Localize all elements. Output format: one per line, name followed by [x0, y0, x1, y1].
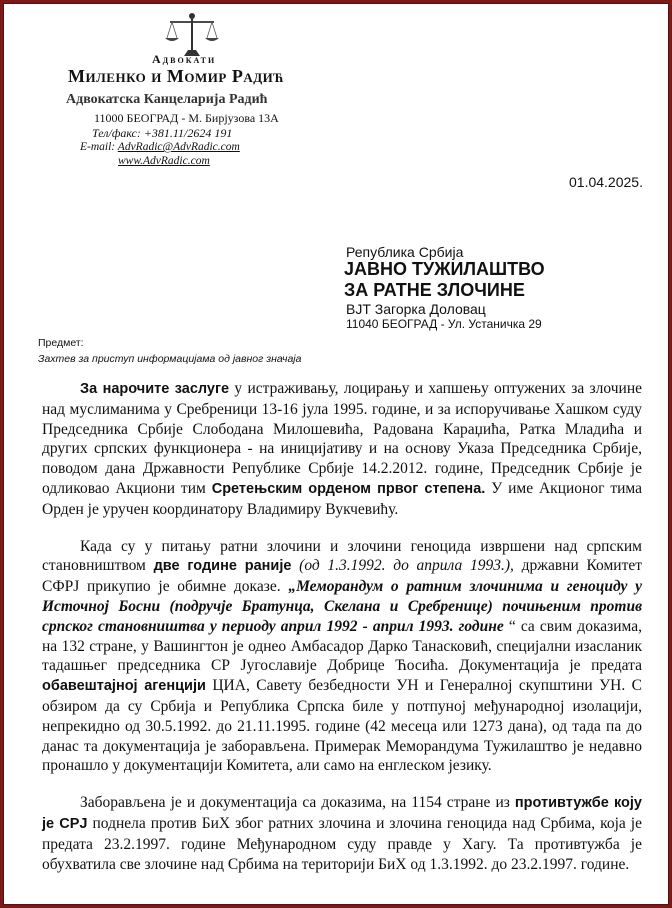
letter-date: 01.04.2025. — [569, 174, 643, 190]
subject-label: Предмет: — [38, 337, 84, 349]
recipient-address: 11040 БЕОГРАД - Ул. Устаничка 29 — [346, 317, 542, 331]
letterhead-address: 11000 БЕОГРАД - М. Бирјузова 13А — [94, 111, 279, 125]
bold-phrase: две године раније — [153, 558, 292, 575]
text-run: ЦИА, Савету безбедности УН и Генералној скупштини УН. С обзиром да су Србија и Република Српска биле у потпуној међународној изолацији, непрекидно од 30.5.1992. до 21.11.1995. године (42 месеца или 1273 дана), од тада па до данас та документација је заборављена. Примерак Меморандума Тужилаштво је недавно пронашло у документацији Комитета, али само на енглеском језику. — [42, 677, 642, 775]
bold-phrase: Сретењским орденом првог степена. — [211, 480, 486, 497]
email-link[interactable]: AdvRadic@AdvRadic.com — [117, 141, 240, 153]
paragraph-2 — [42, 537, 642, 777]
memorandum-title: „Меморандум о ратним злочинима и геноциду у Источној Босни (подручје Братунца, Скелана и Сребренице) почињеним против српског становништва у периоду април 1992 - април 1993. године — [42, 578, 642, 635]
letterhead-names: Миленко и Момир Радић — [68, 66, 285, 86]
bold-phrase: обавештајној агенцији — [42, 678, 206, 695]
letterhead-office: Адвокатска Канцеларија Радић — [66, 92, 268, 107]
text-run: У име Акционог тима Орден је уручен координатору Владимиру Вукчевићу. — [42, 479, 643, 518]
text-run: “ са свим доказима, на 132 стране, у Вашингтон је однео Амбасадор Дарко Танасковић, специјални изасланик тадашњег председника СР Југославије Добрице Ћосића. Документација је предата — [42, 617, 642, 675]
recipient-country: Република Србија — [346, 244, 464, 260]
recipient-name-line2: ЗА РАТНЕ ЗЛОЧИНЕ — [344, 280, 525, 300]
letterhead-email-line — [80, 141, 240, 153]
text-run: Када су у питању ратни злочини и злочини геноцида извршени над српским становништвом — [42, 537, 642, 575]
letter-body — [42, 379, 642, 891]
subject-text: Захтев за приступ информацијама од јавног значаја — [38, 353, 302, 365]
recipient-person: ВЈТ Загорка Доловац — [346, 301, 486, 317]
italic-phrase: (од 1.3.1992. до априла 1993.), — [291, 557, 514, 575]
text-run: у истраживању, лоцирању и хапшењу оптужених за злочине над муслиманима у Сребреници 13-16 јула 1995. године, и за испоручивање Хашком суду Председника Србије Слободана Милошевића, Радована Караџића, Ратка Младића и других српских функционера - на иницијативу и на основу Указа Председника Србије, поводом дана Државности Републике Србије 14.2.2012. године, Председник Србије је одликовао Акциони тим — [42, 380, 642, 497]
paragraph-1 — [42, 379, 642, 520]
bold-phrase: противтужбе коју је СРЈ — [42, 795, 642, 832]
bold-phrase: За нарочите заслуге — [80, 381, 230, 397]
text-run: поднела против БиХ због ратних злочина и злочина геноцида над Србима, која је предата 23.2.1997. године Међународном суду правде у Хагу. Та противтужба је обухватила све злочине над Србима на територији БиХ од 1.3.1992. до 23.2.1997. године. — [42, 814, 642, 873]
document-page — [3, 3, 669, 905]
paragraph-3 — [42, 793, 642, 874]
letterhead-phone: Тел/факс: +381.11/2624 191 — [92, 126, 233, 140]
letterhead-title: Адвокати — [152, 52, 217, 66]
text-run: Заборављена је и документација са доказима, на 1154 стране из — [80, 794, 515, 812]
recipient-name-line1: ЈАВНО ТУЖИЛАШТВО — [344, 259, 545, 279]
website-link[interactable]: www.AdvRadic.com — [118, 155, 210, 167]
email-label: E-mail: — [80, 141, 118, 153]
text-run: државни Комитет СФРЈ прикупио је обимне доказе. — [42, 557, 642, 596]
